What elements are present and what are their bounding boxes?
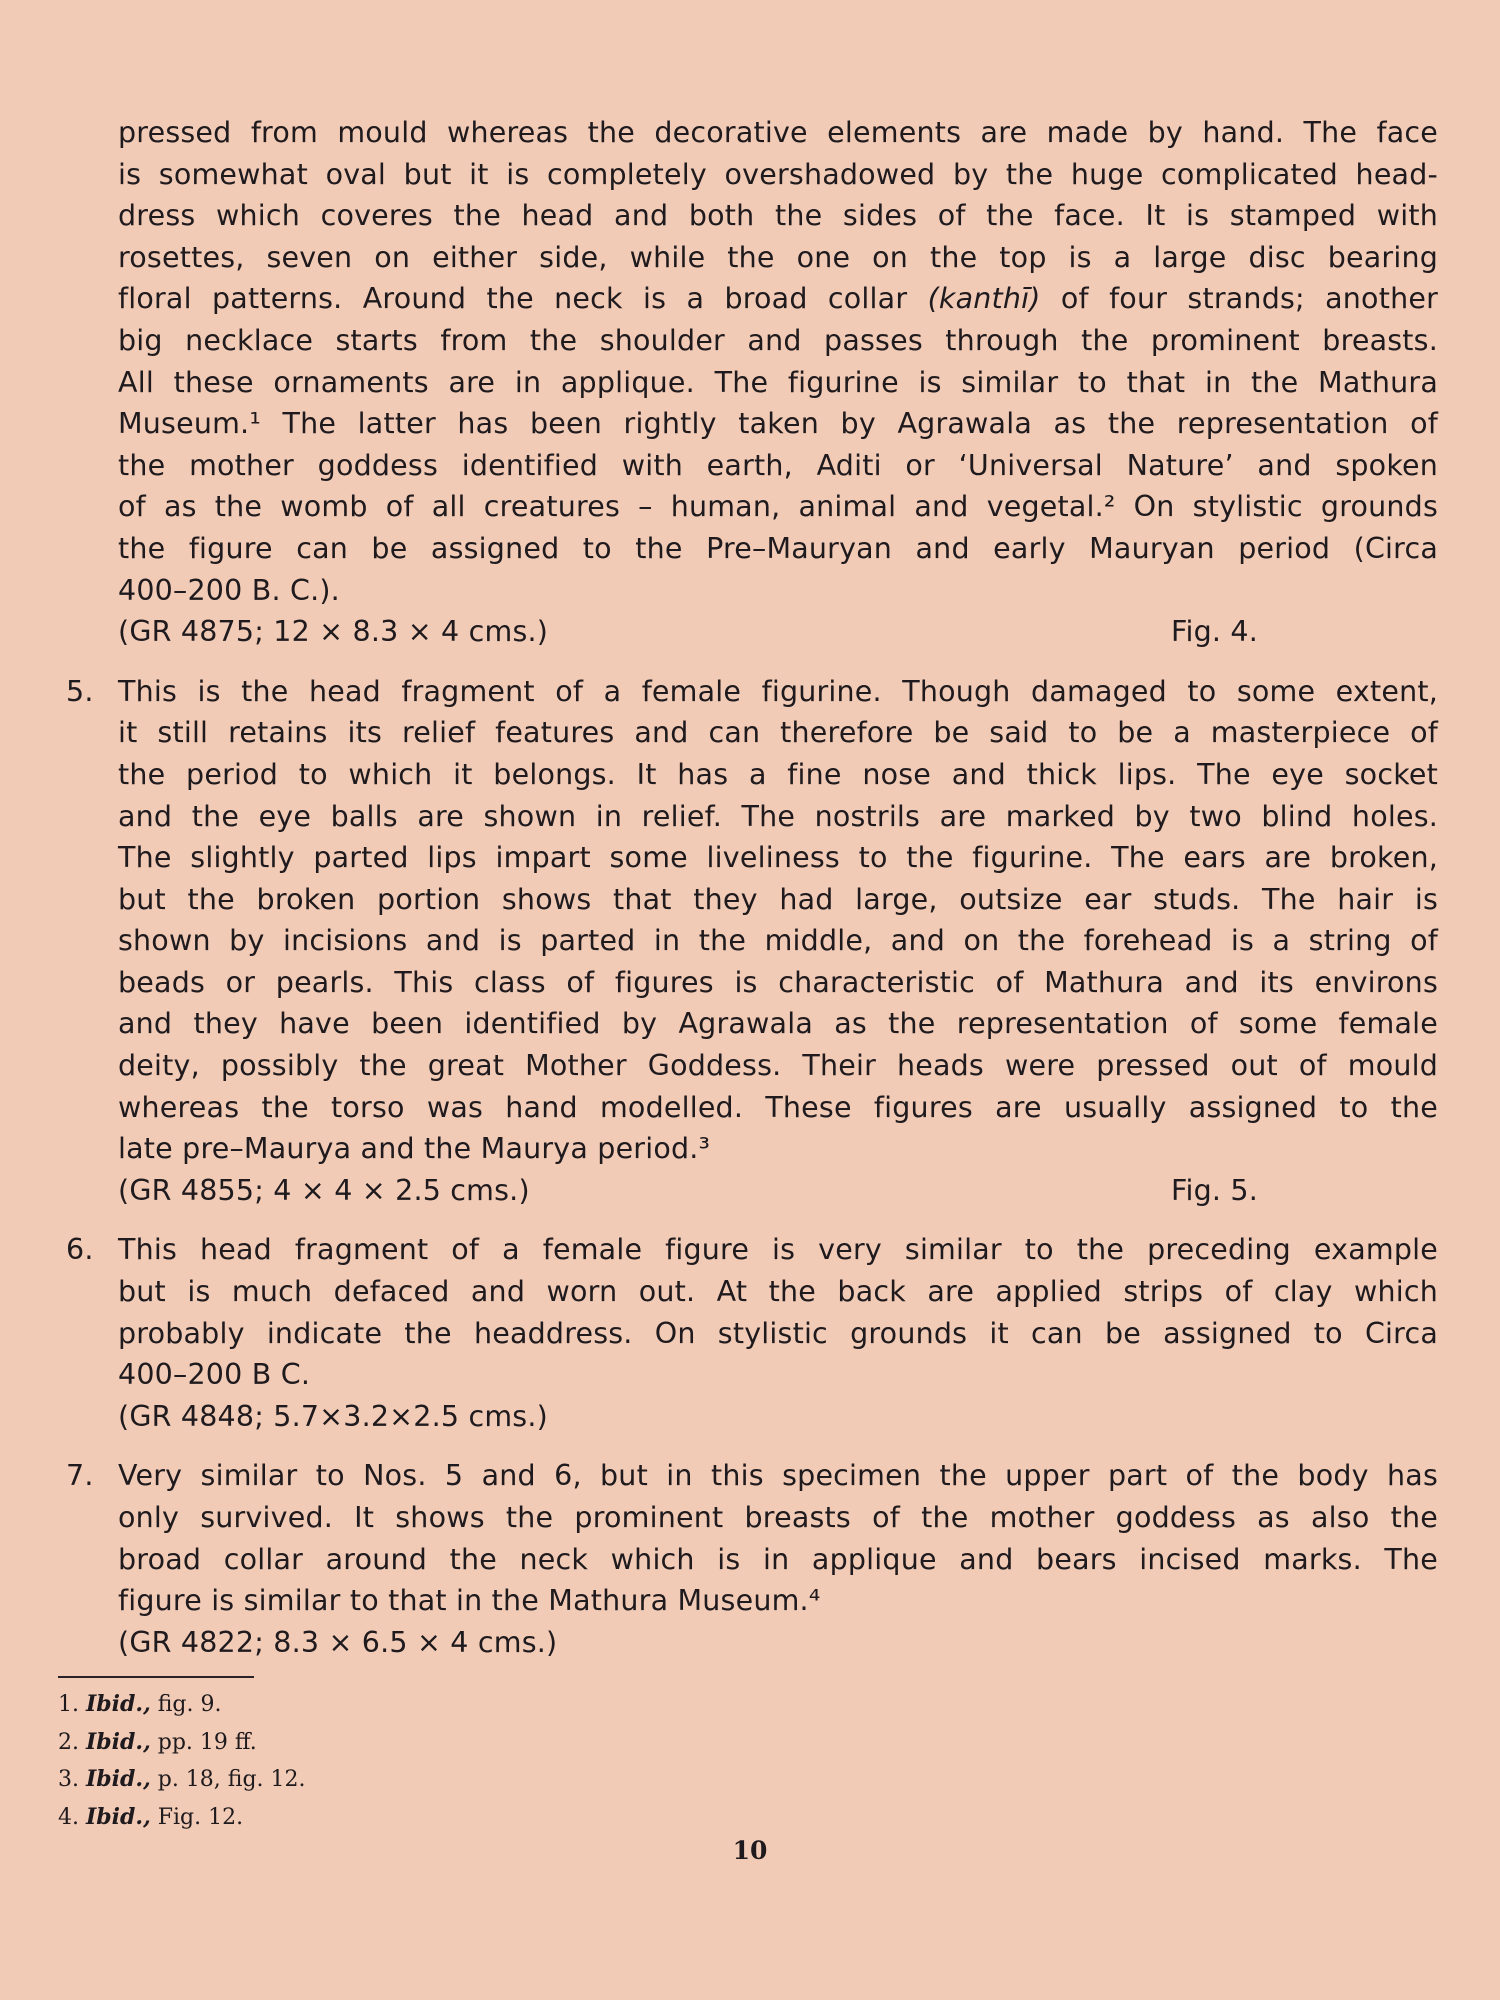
text-line: rosettes, seven on either side, while the one on the top is a large disc bearing [118,240,1438,274]
footnote-source: Ibid., [86,1728,151,1755]
footnote [58,1724,306,1762]
footnotes [58,1686,306,1836]
catalogue-item-5 [66,671,1438,1212]
footnote [58,1799,306,1837]
item-number: 7. [66,1459,94,1493]
specimen-reference: (GR 4855; 4 × 4 × 2.5 cms.) [118,1173,530,1207]
text-line: is somewhat oval but it is completely overshadowed by the huge complicated head- [118,157,1438,191]
continuation-paragraph [118,112,1438,653]
text-line: The slightly parted lips impart some liveliness to the figurine. The ears are broken, [118,841,1438,875]
item-number: 5. [66,674,94,708]
catalogue-item-7 [66,1455,1438,1663]
text-line: probably indicate the headdress. On stylistic grounds it can be assigned to Circa [118,1316,1438,1350]
specimen-reference-row [118,1170,1258,1212]
page-number: 10 [732,1836,768,1865]
text-line: pressed from mould whereas the decorative elements are made by hand. The face [118,116,1438,149]
text-line: floral patterns. Around the neck is a broad collar (kanthī) of four strands; another [118,282,1438,316]
figure-label: Fig. 4. [1170,615,1258,649]
text-line: of as the womb of all creatures – human, animal and vegetal.² On stylistic grounds [118,490,1438,524]
text-line: deity, possibly the great Mother Goddess. Their heads were pressed out of mould [118,1049,1438,1083]
specimen-reference-row [118,1396,1258,1438]
item-number: 6. [66,1233,94,1267]
footnote-detail: fig. 9. [157,1692,222,1717]
text-line: late pre–Maurya and the Maurya period.³ [118,1132,711,1166]
footnote-source: Ibid., [86,1766,151,1792]
text-line: but is much defaced and worn out. At the back are applied strips of clay which [118,1275,1438,1309]
text-line: dress which coveres the head and both the sides of the face. It is stamped with [118,199,1438,233]
text-line: Very similar to Nos. 5 and 6, but in this specimen the upper part of the body has [118,1459,1438,1493]
text-line: but the broken portion shows that they had large, outsize ear studs. The hair is [118,882,1438,916]
text-line: All these ornaments are in applique. The figurine is similar to that in the Mathura [118,365,1438,399]
specimen-reference: (GR 4822; 8.3 × 6.5 × 4 cms.) [118,1625,558,1659]
specimen-reference: (GR 4848; 5.7×3.2×2.5 cms.) [118,1399,548,1433]
text-line: the figure can be assigned to the Pre–Mauryan and early Mauryan period (Circa [118,531,1438,565]
footnote-number: 2. [58,1729,79,1755]
text-line: it still retains its relief features and can therefore be said to be a masterpiece of [118,716,1438,750]
text-line: This is the head fragment of a female figurine. Though damaged to some extent, [118,674,1438,708]
text-line: broad collar around the neck which is in applique and bears incised marks. The [118,1542,1438,1576]
text-line: This head fragment of a female figure is very similar to the preceding example [118,1233,1438,1267]
footnote [58,1686,306,1724]
footnote-source: Ibid., [86,1803,151,1830]
footnote-detail: p. 18, fig. 12. [157,1767,306,1792]
footnote-source: Ibid., [86,1691,151,1717]
text-line: figure is similar to that in the Mathura Museum.⁴ [118,1584,821,1618]
text-line: big necklace starts from the shoulder and passes through the prominent breasts. [118,323,1438,357]
footnote-number: 1. [58,1692,79,1717]
text-line: only survived. It shows the prominent breasts of the mother goddess as also the [118,1501,1438,1534]
body-text [66,112,1438,1663]
footnote-detail: pp. 19 ff. [157,1729,257,1755]
footnote-number: 4. [58,1804,79,1830]
footnote-divider [58,1676,254,1678]
text-line: the mother goddess identified with earth, Aditi or ‘Universal Nature’ and spoken [118,448,1438,482]
footnote [58,1761,306,1799]
italic-term: (kanthī) [927,282,1041,316]
text-line: 400–200 B. C.). [118,573,340,607]
text-line: and the eye balls are shown in relief. The nostrils are marked by two blind holes. [118,799,1438,833]
text-line: 400–200 B C. [118,1358,311,1392]
text-line: and they have been identified by Agrawala as the representation of some female [118,1007,1438,1041]
specimen-reference: (GR 4875; 12 × 8.3 × 4 cms.) [118,615,549,649]
text-line: Museum.¹ The latter has been rightly taken by Agrawala as the representation of [118,407,1438,441]
specimen-reference-row [118,1622,1258,1664]
text-line: beads or pearls. This class of figures is characteristic of Mathura and its environs [118,965,1438,999]
text-line: whereas the torso was hand modelled. These figures are usually assigned to the [118,1090,1438,1124]
footnote-number: 3. [58,1767,79,1792]
figure-label: Fig. 5. [1170,1173,1258,1207]
text-line: shown by incisions and is parted in the middle, and on the forehead is a string of [118,924,1438,958]
text-line: the period to which it belongs. It has a fine nose and thick lips. The eye socket [118,757,1438,791]
catalogue-item-6 [66,1229,1438,1437]
footnote-detail: Fig. 12. [157,1804,244,1830]
specimen-reference-row [118,611,1258,653]
